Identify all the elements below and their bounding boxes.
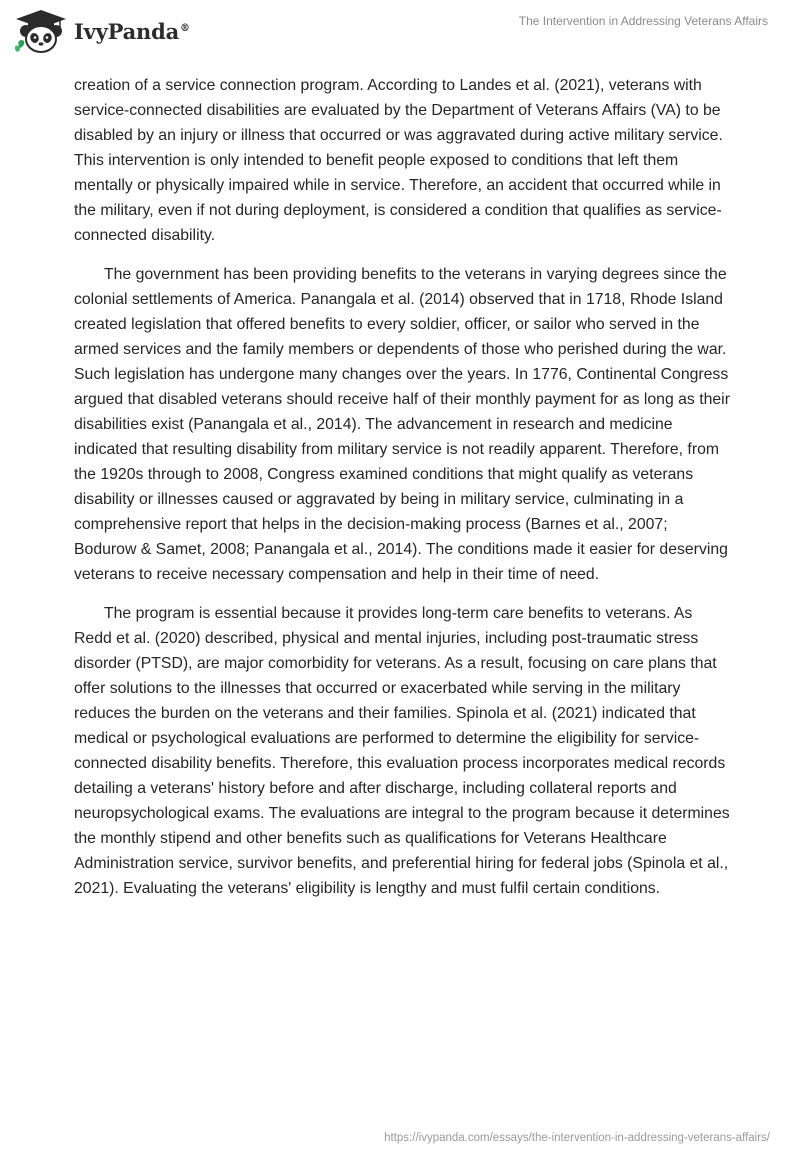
paragraph: The program is essential because it provides long-term care benefits to veterans. As Redd et al. (2020) described, physical and mental injuries, including post-traumatic stress disorder (PTSD), are major comorbidity for veterans. As a result, focusing on care plans that offer solutions to the illnesses that occurred or exacerbated while serving in the military reduces the burden on the veterans and their families. Spinola et al. (2021) indicated that medical or psychological evaluations are performed to determine the eligibility for service-connected disability benefits. Therefore, this evaluation process incorporates medical records detailing a veterans' history before and after discharge, including collateral reports and neuropsychological exams. The evaluations are integral to the program because it determines the monthly stipend and other benefits such as qualifications for Veterans Healthcare Administration service, survivor benefits, and preferential hiring for federal jobs (Spinola et al., 2021). Evaluating the veterans' eligibility is lengthy and must fulfil certain conditions. [74,605,730,897]
brand-text: IvyPanda [74,18,180,44]
document-title: The Intervention in Addressing Veterans Affairs [518,14,768,28]
paragraph-continuation: creation of a service connection program. According to Landes et al. (2021), veterans with service-connected disabilities are evaluated by the Department of Veterans Affairs (VA) to be disabled by an injury or illness that occurred or was aggravated during active military service. This intervention is only intended to benefit people exposed to conditions that left them mentally or physically impaired while in service. Therefore, an accident that occurred while in the military, even if not during deployment, is considered a condition that qualifies as service-connected disability. [74,77,723,244]
brand-name [74,19,190,44]
paragraph: The government has been providing benefits to the veterans in varying degrees since the colonial settlements of America. Panangala et al. (2014) observed that in 1718, Rhode Island created legislation that offered benefits to every soldier, officer, or sailor who served in the armed services and the family members or dependents of those who perished during the war. Such legislation has undergone many changes over the years. In 1776, Continental Congress argued that disabled veterans should receive half of their monthly payment for as long as their disabilities exist (Panangala et al., 2014). The advancement in research and medicine indicated that resulting disability from military service is not readily apparent. Therefore, from the 1920s through to 2008, Congress examined conditions that might qualify as veterans disability or illnesses caused or aggravated by being in military service, culminating in a comprehensive report that helps in the decision-making process (Barnes et al., 2007; Bodurow & Samet, 2008; Panangala et al., 2014). The conditions made it easier for deserving veterans to receive necessary compensation and help in their time of need. [74,266,730,583]
registered-mark: ® [180,22,190,34]
ivypanda-logo[interactable] [14,8,190,54]
source-url[interactable]: https://ivypanda.com/essays/the-intervention-in-addressing-veterans-affairs/ [384,1132,770,1144]
panda-graduate-icon [14,8,68,54]
essay-body [74,73,734,915]
page-header [0,0,800,60]
